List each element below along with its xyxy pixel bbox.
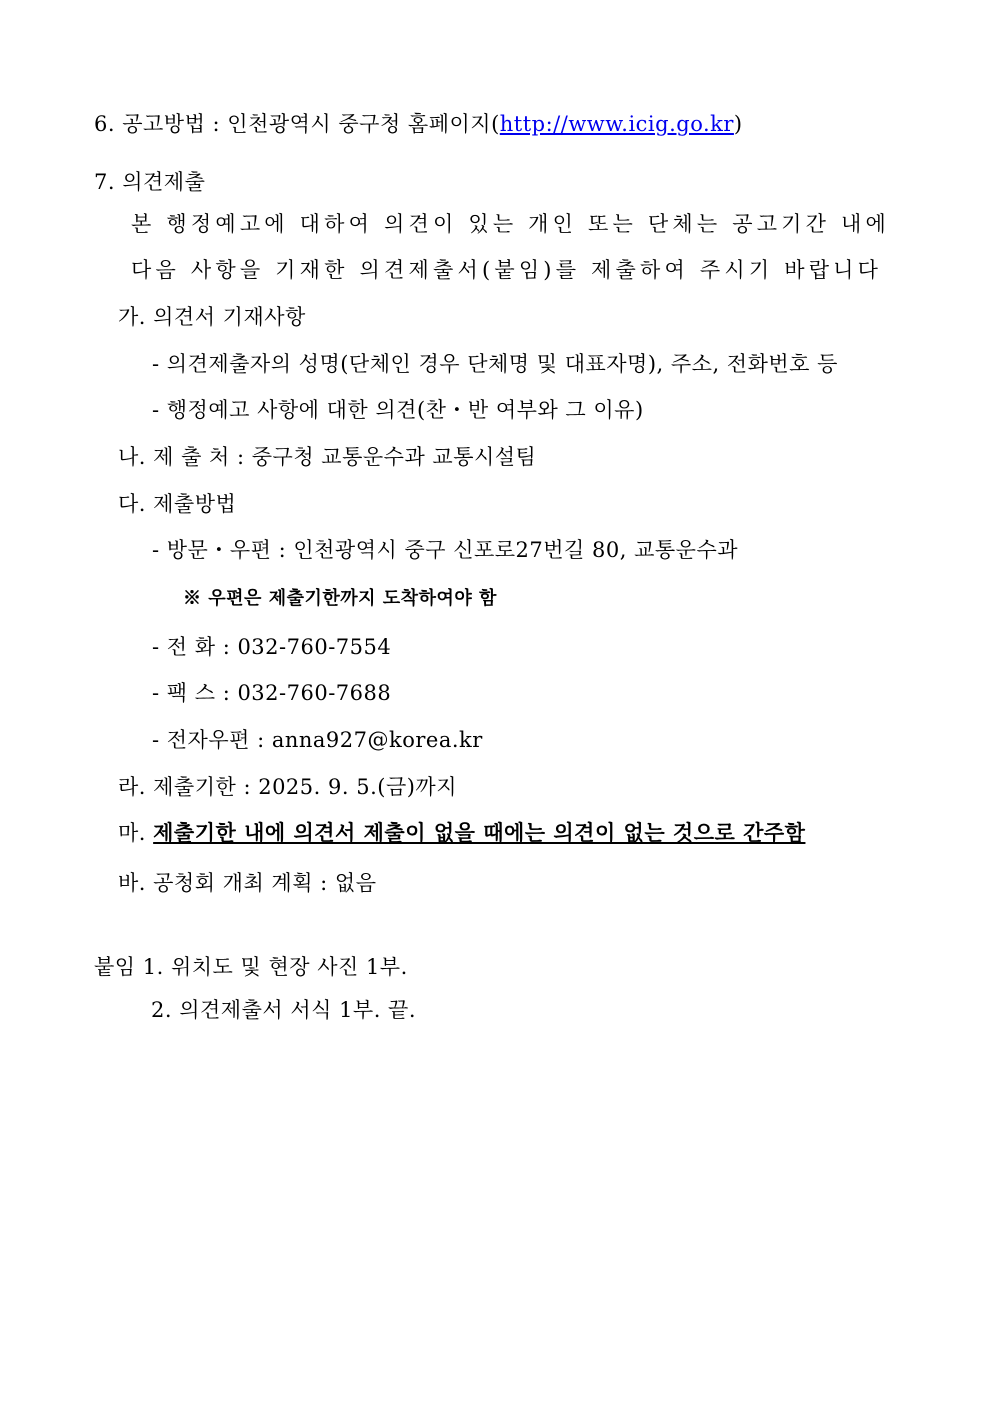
section-7-paragraph-line-1: 본 행정예고에 대하여 의견이 있는 개인 또는 단체는 공고기간 내에 — [131, 212, 890, 236]
section-6-label: 6. 공고방법 : 인천광역시 중구청 홈페이지( — [94, 112, 500, 136]
section-7-paragraph-line-2: 다음 사항을 기재한 의견제출서(붙임)를 제출하여 주시기 바랍니다 — [131, 258, 883, 282]
subsection-ra-deadline: 라. 제출기한 : 2025. 9. 5.(금)까지 — [118, 775, 457, 799]
subsection-ba-public-hearing: 바. 공청회 개최 계획 : 없음 — [118, 871, 377, 895]
submission-fax: - 팩 스 : 032-760-7688 — [152, 681, 392, 705]
section-7-heading: 7. 의견제출 — [94, 170, 206, 194]
section-6-close: ) — [733, 112, 743, 136]
subsection-ma — [118, 819, 805, 847]
attachment-line-2: 2. 의견제출서 서식 1부. 끝. — [151, 998, 417, 1022]
attachment-line-1: 붙임 1. 위치도 및 현장 사진 1부. — [94, 955, 408, 979]
submission-email: - 전자우편 : anna927@korea.kr — [152, 728, 483, 752]
mail-deadline-note: ※ 우편은 제출기한까지 도착하여야 함 — [183, 588, 497, 609]
subsection-ga-heading: 가. 의견서 기재사항 — [118, 305, 306, 329]
submission-visit-mail: - 방문・우편 : 인천광역시 중구 신포로27번길 80, 교통운수과 — [152, 538, 739, 562]
subsection-da-heading: 다. 제출방법 — [118, 492, 237, 516]
subsection-ga-item-1: - 의견제출자의 성명(단체인 경우 단체명 및 대표자명), 주소, 전화번호 등 — [152, 352, 838, 376]
section-6-publication-method — [94, 110, 743, 138]
subsection-ma-prefix: 마. — [118, 821, 154, 845]
submission-phone: - 전 화 : 032-760-7554 — [152, 635, 392, 659]
subsection-na-submission-office: 나. 제 출 처 : 중구청 교통운수과 교통시설팀 — [118, 445, 537, 469]
subsection-ma-emphasis: 제출기한 내에 의견서 제출이 없을 때에는 의견이 없는 것으로 간주함 — [153, 820, 806, 845]
homepage-link[interactable]: http://www.icig.go.kr — [499, 112, 734, 136]
subsection-ga-item-2: - 행정예고 사항에 대한 의견(찬・반 여부와 그 이유) — [152, 398, 644, 422]
